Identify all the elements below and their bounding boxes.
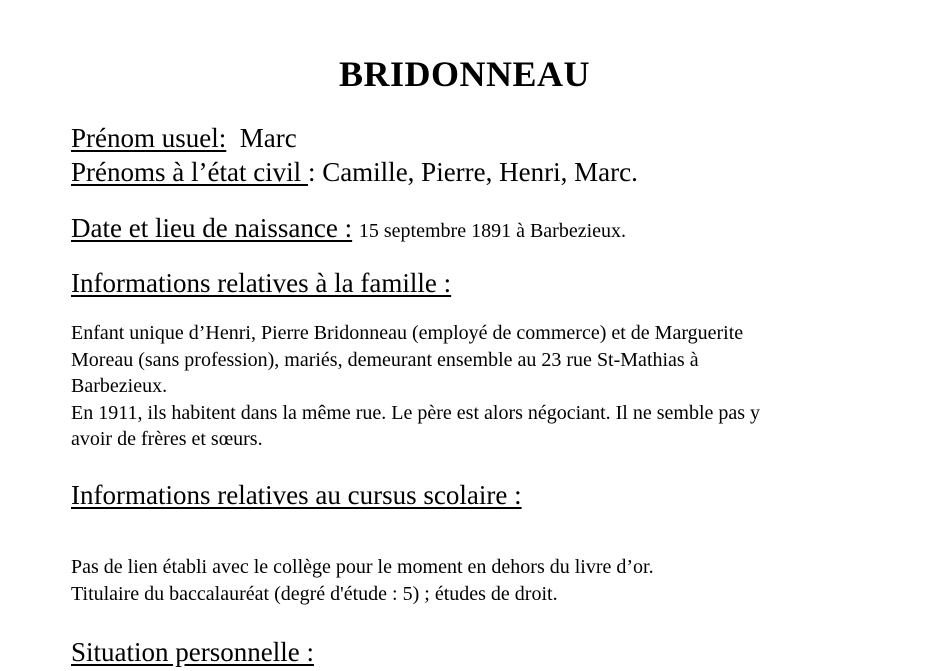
famille-line: Moreau (sans profession), mariés, demeurant ensemble au 23 rue St-Mathias à (71, 348, 699, 371)
naissance-line (71, 211, 626, 248)
prenom-usuel-line (71, 121, 297, 155)
prenoms-etat-civil-label: Prénoms à l’état civil (71, 157, 308, 187)
famille-line: avoir de frères et sœurs. (71, 428, 263, 450)
famille-line: Barbezieux. (71, 375, 168, 397)
naissance-value: 15 septembre 1891 à Barbezieux. (358, 220, 627, 242)
famille-line: En 1911, ils habitent dans la même rue. Le père est alors négociant. Il ne semble pas y (71, 401, 761, 424)
prenoms-etat-civil-value: : Camille, Pierre, Henri, Marc. (307, 157, 638, 187)
prenoms-etat-civil-line (71, 155, 638, 189)
document-title: BRIDONNEAU (338, 54, 591, 94)
prenom-usuel-value: Marc (239, 123, 297, 153)
cursus-paragraph (71, 554, 891, 607)
prenom-usuel-label: Prénom usuel: (71, 123, 227, 153)
cursus-line: Pas de lien établi avec le collège pour le moment en dehors du livre d’or. (71, 556, 654, 578)
naissance-label: Date et lieu de naissance : (71, 213, 353, 243)
situation-heading: Situation personnelle : (71, 637, 314, 667)
cursus-line: Titulaire du baccalauréat (degré d'étude : 5) ; études de droit. (71, 582, 558, 605)
famille-paragraph (71, 320, 891, 453)
famille-line: Enfant unique d’Henri, Pierre Bridonneau (employé de commerce) et de Marguerite (71, 322, 744, 344)
cursus-heading: Informations relatives au cursus scolaire : (71, 480, 522, 510)
famille-heading: Informations relatives à la famille : (71, 268, 452, 298)
